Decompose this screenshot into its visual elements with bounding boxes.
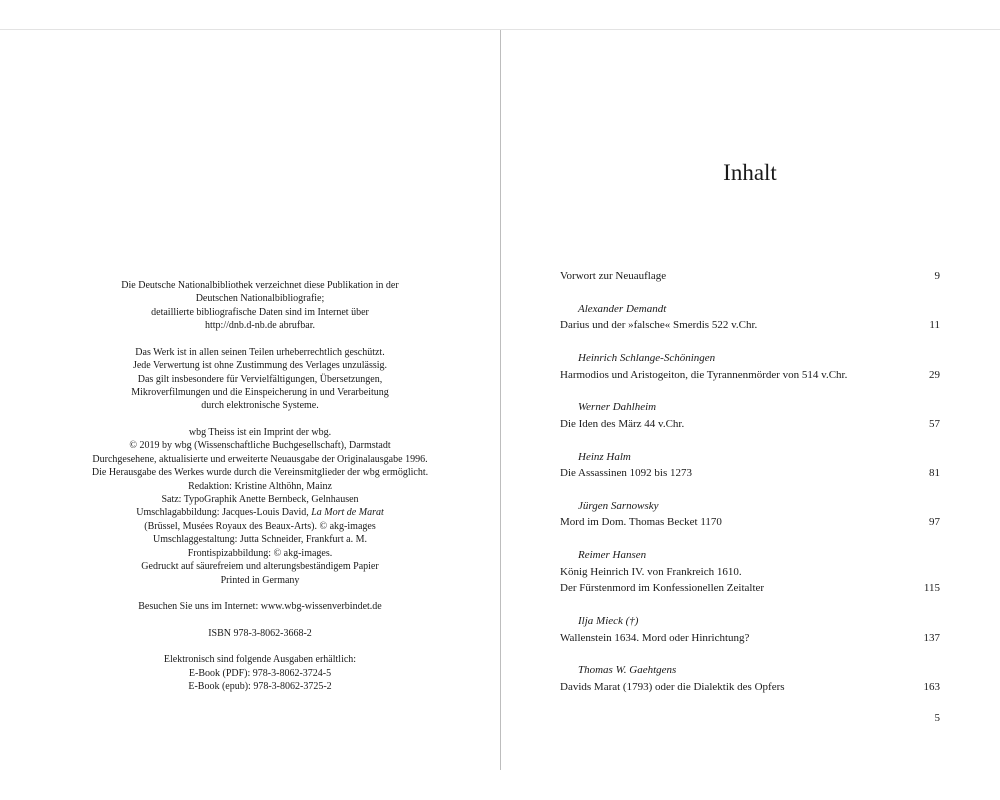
imprint-line: E-Book (PDF): 978-3-8062-3724-5 [188, 667, 332, 679]
imprint-block [40, 653, 480, 693]
imprint-line: Besuchen Sie uns im Internet: www.wbg-wissenverbindet.de [138, 601, 382, 613]
imprint-line: Satz: TypoGraphik Anette Bernbeck, Gelnhausen [161, 494, 359, 506]
imprint-block [40, 627, 480, 640]
toc-author: Jürgen Sarnowsky [578, 499, 659, 512]
toc-line [560, 317, 940, 334]
toc-title: Der Fürstenmord im Konfessionellen Zeitalter [560, 582, 765, 595]
toc-entry [560, 547, 940, 597]
toc-title: Mord im Dom. Thomas Becket 1170 [560, 516, 722, 529]
toc-line [560, 580, 940, 597]
toc-title: Die Assassinen 1092 bis 1273 [560, 467, 692, 480]
imprint-block [40, 426, 480, 587]
page-number: 5 [934, 712, 940, 724]
imprint-line: Das gilt insbesondere für Vervielfältigungen, Übersetzungen, [137, 373, 383, 385]
imprint-line: http://dnb.d-nb.de abrufbar. [205, 320, 315, 332]
imprint-block [40, 600, 480, 613]
imprint-line: Deutschen Nationalbibliografie; [195, 293, 325, 305]
toc-page-number: 9 [934, 270, 940, 282]
imprint-line: detaillierte bibliografische Daten sind im Internet über [151, 306, 369, 318]
imprint-line: Die Deutsche Nationalbibliothek verzeichnet diese Publikation in der [121, 280, 399, 291]
imprint-line: Das Werk ist in allen seinen Teilen urheberrechtlich geschützt. [135, 346, 385, 358]
imprint-line: Umschlaggestaltung: Jutta Schneider, Frankfurt a. M. [153, 534, 367, 546]
toc-author: Alexander Demandt [578, 302, 667, 315]
toc-entry [560, 449, 940, 482]
table-of-contents [560, 268, 940, 712]
toc-entry [560, 662, 940, 695]
toc-title: Harmodios und Aristogeiton, die Tyrannenmörder von 514 v.Chr. [560, 368, 848, 381]
toc-page-number: 163 [923, 680, 940, 693]
toc-entry [560, 498, 940, 531]
toc-entry [560, 399, 940, 432]
imprint-line: Printed in Germany [220, 574, 300, 586]
viewer-top-bar [0, 0, 1000, 30]
toc-line [560, 514, 940, 531]
toc-page-number: 81 [929, 467, 940, 480]
toc-line [560, 416, 940, 433]
toc-line [560, 630, 940, 647]
toc-title: Darius und der »falsche« Smerdis 522 v.Chr. [560, 319, 758, 332]
toc-page-number: 57 [929, 417, 940, 430]
toc-title: Die Iden des März 44 v.Chr. [560, 417, 685, 430]
imprint-line: Jede Verwertung ist ohne Zustimmung des Verlages unzulässig. [132, 360, 388, 372]
imprint-line: E-Book (epub): 978-3-8062-3725-2 [188, 681, 332, 693]
toc-line [560, 268, 940, 285]
imprint-line: © 2019 by wbg (Wissenschaftliche Buchgesellschaft), Darmstadt [129, 440, 391, 452]
imprint-block [40, 279, 480, 333]
toc-author: Heinrich Schlange-Schöningen [578, 352, 716, 365]
toc-title: Vorwort zur Neuauflage [560, 270, 667, 282]
toc-author: Werner Dahlheim [578, 401, 657, 414]
toc-title: König Heinrich IV. von Frankreich 1610. [560, 565, 742, 578]
imprint-block [40, 346, 480, 413]
toc-line [560, 564, 940, 581]
imprint-line: Durchgesehene, aktualisierte und erweiterte Neuausgabe der Originalausgabe 1996. [92, 453, 428, 465]
imprint-line: Umschlagabbildung: Jacques-Louis David, La Mort de Marat [136, 507, 384, 519]
toc-page-number: 29 [929, 368, 940, 381]
toc-entry [560, 613, 940, 646]
imprint-line: Mikroverfilmungen und die Einspeicherung in und Verarbeitung [131, 387, 389, 399]
toc-entry [560, 268, 940, 285]
toc-author: Heinz Halm [578, 450, 631, 463]
imprint-line: ISBN 978-3-8062-3668-2 [208, 627, 312, 639]
toc-author: Reimer Hansen [578, 549, 647, 562]
toc-page-number: 115 [923, 582, 940, 595]
toc-author: Thomas W. Gaehtgens [578, 664, 677, 677]
toc-page-number: 137 [923, 631, 940, 644]
toc-title: Davids Marat (1793) oder die Dialektik des Opfers [560, 680, 785, 693]
page-gutter-divider [500, 30, 501, 770]
imprint-line: wbg Theiss ist ein Imprint der wbg. [188, 427, 332, 439]
imprint-page [40, 279, 480, 707]
toc-title: Wallenstein 1634. Mord oder Hinrichtung? [560, 631, 750, 644]
toc-line [560, 679, 940, 696]
toc-entry [560, 350, 940, 383]
imprint-line: durch elektronische Systeme. [201, 400, 319, 412]
imprint-line: Elektronisch sind folgende Ausgaben erhältlich: [163, 654, 357, 666]
toc-page-number [930, 564, 940, 581]
toc-entry [560, 301, 940, 334]
imprint-line: Frontispizabbildung: © akg-images. [187, 547, 333, 559]
imprint-line: Gedruckt auf säurefreiem und alterungsbeständigem Papier [141, 561, 379, 573]
toc-line [560, 367, 940, 384]
contents-heading: Inhalt [723, 160, 777, 185]
imprint-line: Die Herausgabe des Werkes wurde durch die Vereinsmitglieder der wbg ermöglicht. [91, 467, 429, 479]
toc-page-number: 11 [929, 319, 940, 332]
toc-line [560, 465, 940, 482]
toc-author: Ilja Mieck (†) [578, 615, 639, 628]
imprint-line: Redaktion: Kristine Althöhn, Mainz [188, 480, 332, 492]
toc-page-number: 97 [929, 516, 940, 529]
imprint-line: (Brüssel, Musées Royaux des Beaux-Arts). © akg-images [144, 520, 376, 532]
